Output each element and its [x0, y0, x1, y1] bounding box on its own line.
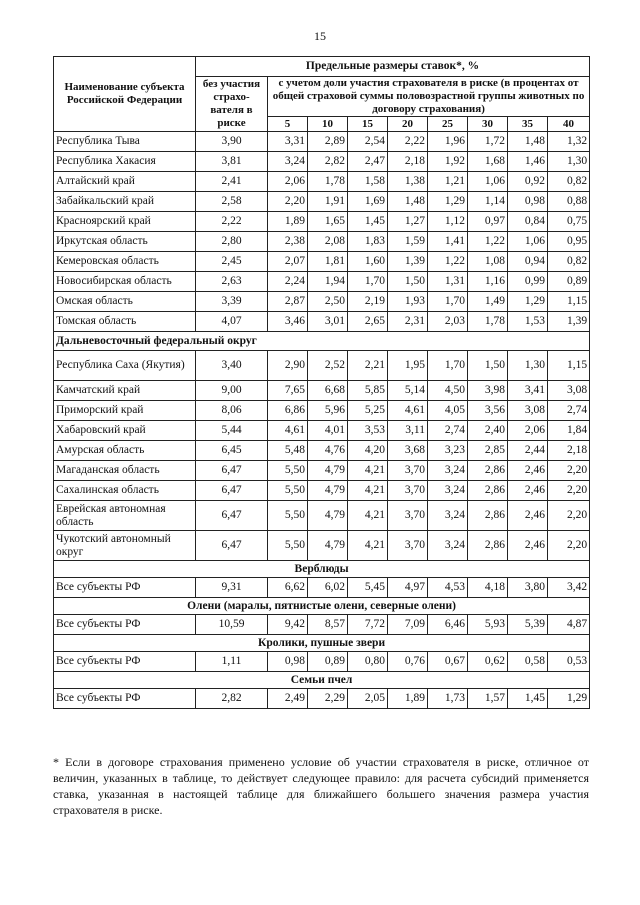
rate-cell: 5,45: [348, 578, 388, 598]
rate-cell: 0,84: [508, 212, 548, 232]
rate-cell: 3,08: [508, 401, 548, 421]
rate-cell: 2,49: [268, 689, 308, 709]
table-row: [54, 401, 590, 421]
rate-cell: 2,18: [548, 441, 590, 461]
rate-cell: 2,20: [548, 501, 590, 531]
header-percent-25: 25: [428, 117, 468, 132]
rate-without-participation: 6,47: [196, 481, 268, 501]
header-percent-40: 40: [548, 117, 590, 132]
rate-cell: 0,62: [468, 652, 508, 672]
region-name: Все субъекты РФ: [54, 615, 196, 635]
rate-cell: 1,30: [548, 152, 590, 172]
rate-cell: 3,24: [428, 481, 468, 501]
rate-cell: 1,29: [548, 689, 590, 709]
rate-cell: 0,82: [548, 172, 590, 192]
rate-cell: 1,53: [508, 312, 548, 332]
region-name: Красноярский край: [54, 212, 196, 232]
rate-cell: 1,92: [428, 152, 468, 172]
rate-cell: 2,46: [508, 501, 548, 531]
rate-cell: 1,45: [348, 212, 388, 232]
table-row: [54, 689, 590, 709]
rate-cell: 2,08: [308, 232, 348, 252]
rate-cell: 0,67: [428, 652, 468, 672]
rate-cell: 1,89: [388, 689, 428, 709]
page-number: 15: [314, 29, 326, 43]
rate-cell: 3,23: [428, 441, 468, 461]
region-name: Сахалинская область: [54, 481, 196, 501]
rate-cell: 2,87: [268, 292, 308, 312]
rate-cell: 1,48: [508, 132, 548, 152]
rate-cell: 0,95: [548, 232, 590, 252]
rate-cell: 2,82: [308, 152, 348, 172]
rate-cell: 2,46: [508, 461, 548, 481]
rate-cell: 3,56: [468, 401, 508, 421]
rate-cell: 1,68: [468, 152, 508, 172]
region-name: Магаданская область: [54, 461, 196, 481]
rate-cell: 5,14: [388, 381, 428, 401]
rate-cell: 2,44: [508, 441, 548, 461]
rate-cell: 0,94: [508, 252, 548, 272]
rate-cell: 5,39: [508, 615, 548, 635]
rate-without-participation: 2,63: [196, 272, 268, 292]
rate-cell: 5,93: [468, 615, 508, 635]
rate-cell: 1,84: [548, 421, 590, 441]
rate-cell: 1,49: [468, 292, 508, 312]
table-row: [54, 578, 590, 598]
rate-cell: 0,76: [388, 652, 428, 672]
region-name: Все субъекты РФ: [54, 578, 196, 598]
table-row: [54, 292, 590, 312]
rate-cell: 4,87: [548, 615, 590, 635]
rate-without-participation: 6,47: [196, 501, 268, 531]
group-row: [54, 598, 590, 615]
rate-cell: 4,76: [308, 441, 348, 461]
rate-cell: 3,11: [388, 421, 428, 441]
rate-cell: 1,48: [388, 192, 428, 212]
rate-cell: 3,70: [388, 501, 428, 531]
rate-cell: 3,08: [548, 381, 590, 401]
header-percent-15: 15: [348, 117, 388, 132]
rate-cell: 0,92: [508, 172, 548, 192]
rate-cell: 6,02: [308, 578, 348, 598]
rate-cell: 3,24: [268, 152, 308, 172]
rate-cell: 0,80: [348, 652, 388, 672]
rate-cell: 2,86: [468, 481, 508, 501]
rate-cell: 1,08: [468, 252, 508, 272]
rate-cell: 5,50: [268, 461, 308, 481]
rate-cell: 0,89: [548, 272, 590, 292]
rate-cell: 1,59: [388, 232, 428, 252]
rate-cell: 2,85: [468, 441, 508, 461]
rate-cell: 2,46: [508, 531, 548, 561]
rate-cell: 3,70: [388, 531, 428, 561]
region-name: Все субъекты РФ: [54, 689, 196, 709]
rate-cell: 1,57: [468, 689, 508, 709]
rate-cell: 3,31: [268, 132, 308, 152]
region-name: Хабаровский край: [54, 421, 196, 441]
rate-without-participation: 9,00: [196, 381, 268, 401]
rate-cell: 0,98: [508, 192, 548, 212]
rate-cell: 2,29: [308, 689, 348, 709]
region-name: Все субъекты РФ: [54, 652, 196, 672]
rate-cell: 2,05: [348, 689, 388, 709]
rate-cell: 1,14: [468, 192, 508, 212]
rate-cell: 3,41: [508, 381, 548, 401]
rate-cell: 3,98: [468, 381, 508, 401]
rate-without-participation: 6,45: [196, 441, 268, 461]
rate-cell: 2,20: [548, 531, 590, 561]
rate-cell: 5,50: [268, 481, 308, 501]
rate-cell: 2,50: [308, 292, 348, 312]
rate-cell: 4,61: [388, 401, 428, 421]
rate-cell: 0,89: [308, 652, 348, 672]
rate-cell: 5,50: [268, 501, 308, 531]
header-without-participation: без участия страхо-вателя в риске: [196, 77, 268, 132]
rate-cell: 1,46: [508, 152, 548, 172]
rate-cell: 1,70: [428, 292, 468, 312]
rate-without-participation: 3,90: [196, 132, 268, 152]
rate-cell: 3,53: [348, 421, 388, 441]
rate-cell: 1,22: [428, 252, 468, 272]
rate-cell: 0,58: [508, 652, 548, 672]
table-row: [54, 461, 590, 481]
header-percent-30: 30: [468, 117, 508, 132]
rate-cell: 2,19: [348, 292, 388, 312]
rate-cell: 2,20: [268, 192, 308, 212]
rate-without-participation: 2,80: [196, 232, 268, 252]
region-name: Республика Хакасия: [54, 152, 196, 172]
rate-cell: 5,50: [268, 531, 308, 561]
rate-cell: 4,01: [308, 421, 348, 441]
rate-cell: 3,80: [508, 578, 548, 598]
rate-cell: 1,29: [428, 192, 468, 212]
rate-cell: 2,54: [348, 132, 388, 152]
rate-cell: 3,70: [388, 461, 428, 481]
rate-cell: 3,24: [428, 531, 468, 561]
section-row: [54, 332, 590, 351]
table-row: [54, 272, 590, 292]
rates-table: [53, 56, 590, 709]
rate-cell: 2,06: [508, 421, 548, 441]
rate-cell: 0,99: [508, 272, 548, 292]
group-row: [54, 672, 590, 689]
rate-cell: 5,48: [268, 441, 308, 461]
region-name: Иркутская область: [54, 232, 196, 252]
group-row: [54, 635, 590, 652]
rate-cell: 1,22: [468, 232, 508, 252]
rate-cell: 1,50: [388, 272, 428, 292]
rate-cell: 1,15: [548, 351, 590, 381]
rate-cell: 2,22: [388, 132, 428, 152]
header-percent-20: 20: [388, 117, 428, 132]
rate-without-participation: 2,82: [196, 689, 268, 709]
header-rate-limits: Предельные размеры ставок*, %: [196, 57, 590, 77]
region-name: Омская область: [54, 292, 196, 312]
header-percent-35: 35: [508, 117, 548, 132]
rate-cell: 1,65: [308, 212, 348, 232]
table-row: [54, 212, 590, 232]
rate-cell: 2,20: [548, 481, 590, 501]
header-percent-5: 5: [268, 117, 308, 132]
header-region-name: Наименование субъекта Российской Федерации: [54, 57, 196, 132]
rate-cell: 6,86: [268, 401, 308, 421]
rate-cell: 2,06: [268, 172, 308, 192]
footnote: * Если в договоре страхования применено условие об участии страхователя в риске, отличное от величин, указанных в таблице, то действует следующее правило: для расчета субсидий применяется ставка, указанная в настоящей таблице для ближайшего большего значения размера участия страхователя в риске.: [53, 755, 589, 817]
rate-cell: 1,06: [468, 172, 508, 192]
rate-without-participation: 3,39: [196, 292, 268, 312]
table-row: [54, 172, 590, 192]
rate-cell: 1,15: [548, 292, 590, 312]
table-row: [54, 351, 590, 381]
rate-cell: 2,86: [468, 461, 508, 481]
rate-cell: 1,12: [428, 212, 468, 232]
rate-cell: 2,90: [268, 351, 308, 381]
region-name: Еврейская автономная область: [54, 501, 196, 531]
rate-cell: 2,03: [428, 312, 468, 332]
rate-cell: 1,39: [548, 312, 590, 332]
rate-cell: 3,46: [268, 312, 308, 332]
rate-cell: 0,53: [548, 652, 590, 672]
rate-cell: 2,31: [388, 312, 428, 332]
rate-cell: 6,62: [268, 578, 308, 598]
rate-cell: 2,86: [468, 531, 508, 561]
table-row: [54, 381, 590, 401]
rate-cell: 2,24: [268, 272, 308, 292]
rate-cell: 0,98: [268, 652, 308, 672]
rate-cell: 7,72: [348, 615, 388, 635]
rate-cell: 2,46: [508, 481, 548, 501]
rate-without-participation: 2,41: [196, 172, 268, 192]
rate-cell: 8,57: [308, 615, 348, 635]
table-row: [54, 441, 590, 461]
rate-cell: 9,42: [268, 615, 308, 635]
rate-cell: 7,65: [268, 381, 308, 401]
rate-cell: 1,50: [468, 351, 508, 381]
rate-without-participation: 10,59: [196, 615, 268, 635]
rate-cell: 4,53: [428, 578, 468, 598]
header-with-participation: с учетом доли участия страхователя в риске (в процентах от общей страховой суммы половозрастной группы животных по договору страхования): [268, 77, 590, 117]
group-title: Верблюды: [54, 561, 590, 578]
rate-cell: 1,30: [508, 351, 548, 381]
rate-cell: 4,21: [348, 531, 388, 561]
rate-cell: 3,42: [548, 578, 590, 598]
rate-cell: 4,79: [308, 501, 348, 531]
rate-cell: 2,86: [468, 501, 508, 531]
rate-cell: 0,88: [548, 192, 590, 212]
region-name: Новосибирская область: [54, 272, 196, 292]
rate-cell: 3,01: [308, 312, 348, 332]
rate-cell: 1,16: [468, 272, 508, 292]
table-row: [54, 252, 590, 272]
rate-cell: 4,05: [428, 401, 468, 421]
region-name: Республика Саха (Якутия): [54, 351, 196, 381]
rate-cell: 2,65: [348, 312, 388, 332]
rate-cell: 1,73: [428, 689, 468, 709]
table-row: [54, 421, 590, 441]
region-name: Томская область: [54, 312, 196, 332]
rate-cell: 0,97: [468, 212, 508, 232]
table-row: [54, 152, 590, 172]
rate-cell: 1,70: [348, 272, 388, 292]
rate-cell: 1,83: [348, 232, 388, 252]
rate-cell: 4,21: [348, 481, 388, 501]
region-name: Камчатский край: [54, 381, 196, 401]
rate-cell: 2,21: [348, 351, 388, 381]
rate-cell: 5,85: [348, 381, 388, 401]
rate-cell: 2,18: [388, 152, 428, 172]
rate-cell: 3,24: [428, 501, 468, 531]
region-name: Забайкальский край: [54, 192, 196, 212]
rate-cell: 2,47: [348, 152, 388, 172]
rate-cell: 4,50: [428, 381, 468, 401]
group-title: Семьи пчел: [54, 672, 590, 689]
rate-cell: 1,39: [388, 252, 428, 272]
rate-cell: 1,31: [428, 272, 468, 292]
rate-cell: 2,89: [308, 132, 348, 152]
rate-cell: 1,60: [348, 252, 388, 272]
rate-without-participation: 8,06: [196, 401, 268, 421]
table-row: [54, 232, 590, 252]
rate-cell: 1,81: [308, 252, 348, 272]
rate-without-participation: 9,31: [196, 578, 268, 598]
rate-cell: 2,74: [548, 401, 590, 421]
table-row: [54, 312, 590, 332]
rate-without-participation: 6,47: [196, 461, 268, 481]
rate-cell: 1,69: [348, 192, 388, 212]
rate-cell: 5,25: [348, 401, 388, 421]
rate-cell: 2,74: [428, 421, 468, 441]
table-row: [54, 481, 590, 501]
rate-without-participation: 3,40: [196, 351, 268, 381]
rate-cell: 7,09: [388, 615, 428, 635]
rate-without-participation: 2,58: [196, 192, 268, 212]
rate-cell: 6,68: [308, 381, 348, 401]
rate-cell: 1,78: [308, 172, 348, 192]
rate-cell: 0,75: [548, 212, 590, 232]
table-row: [54, 192, 590, 212]
group-title: Олени (маралы, пятнистые олени, северные олени): [54, 598, 590, 615]
region-name: Чукотский автономный округ: [54, 531, 196, 561]
header-percent-10: 10: [308, 117, 348, 132]
rate-cell: 1,58: [348, 172, 388, 192]
rate-cell: 1,78: [468, 312, 508, 332]
rate-cell: 1,32: [548, 132, 590, 152]
rate-cell: 1,95: [388, 351, 428, 381]
rate-cell: 5,96: [308, 401, 348, 421]
rate-cell: 4,79: [308, 481, 348, 501]
region-name: Кемеровская область: [54, 252, 196, 272]
table-header: [54, 57, 590, 132]
rate-without-participation: 6,47: [196, 531, 268, 561]
rate-cell: 1,41: [428, 232, 468, 252]
rate-without-participation: 3,81: [196, 152, 268, 172]
rate-cell: 1,06: [508, 232, 548, 252]
rate-cell: 1,29: [508, 292, 548, 312]
rate-without-participation: 2,45: [196, 252, 268, 272]
rate-cell: 1,89: [268, 212, 308, 232]
rate-cell: 4,21: [348, 501, 388, 531]
rate-cell: 4,79: [308, 461, 348, 481]
region-name: Республика Тыва: [54, 132, 196, 152]
section-far-east-title: Дальневосточный федеральный округ: [54, 332, 590, 351]
rate-cell: 4,61: [268, 421, 308, 441]
group-row: [54, 561, 590, 578]
rate-cell: 2,38: [268, 232, 308, 252]
table-row: [54, 652, 590, 672]
rate-cell: 1,96: [428, 132, 468, 152]
rate-cell: 3,24: [428, 461, 468, 481]
rate-cell: 4,18: [468, 578, 508, 598]
rate-cell: 6,46: [428, 615, 468, 635]
rate-cell: 2,40: [468, 421, 508, 441]
rate-cell: 1,38: [388, 172, 428, 192]
rate-cell: 4,79: [308, 531, 348, 561]
region-name: Алтайский край: [54, 172, 196, 192]
rate-without-participation: 5,44: [196, 421, 268, 441]
table-body: [54, 132, 590, 709]
rate-cell: 2,52: [308, 351, 348, 381]
table-row: [54, 501, 590, 531]
rate-cell: 2,07: [268, 252, 308, 272]
rate-cell: 3,70: [388, 481, 428, 501]
rate-cell: 1,21: [428, 172, 468, 192]
rate-without-participation: 4,07: [196, 312, 268, 332]
region-name: Приморский край: [54, 401, 196, 421]
rate-without-participation: 2,22: [196, 212, 268, 232]
region-name: Амурская область: [54, 441, 196, 461]
rate-cell: 0,82: [548, 252, 590, 272]
rate-cell: 4,20: [348, 441, 388, 461]
rate-cell: 1,70: [428, 351, 468, 381]
table-row: [54, 132, 590, 152]
rate-without-participation: 1,11: [196, 652, 268, 672]
rate-cell: 1,94: [308, 272, 348, 292]
table-row: [54, 531, 590, 561]
rate-cell: 2,20: [548, 461, 590, 481]
rate-cell: 1,27: [388, 212, 428, 232]
rate-cell: 4,97: [388, 578, 428, 598]
group-title: Кролики, пушные звери: [54, 635, 590, 652]
rate-cell: 1,93: [388, 292, 428, 312]
rate-cell: 1,91: [308, 192, 348, 212]
rate-cell: 1,45: [508, 689, 548, 709]
table-row: [54, 615, 590, 635]
rate-cell: 1,72: [468, 132, 508, 152]
rate-cell: 3,68: [388, 441, 428, 461]
rate-cell: 4,21: [348, 461, 388, 481]
